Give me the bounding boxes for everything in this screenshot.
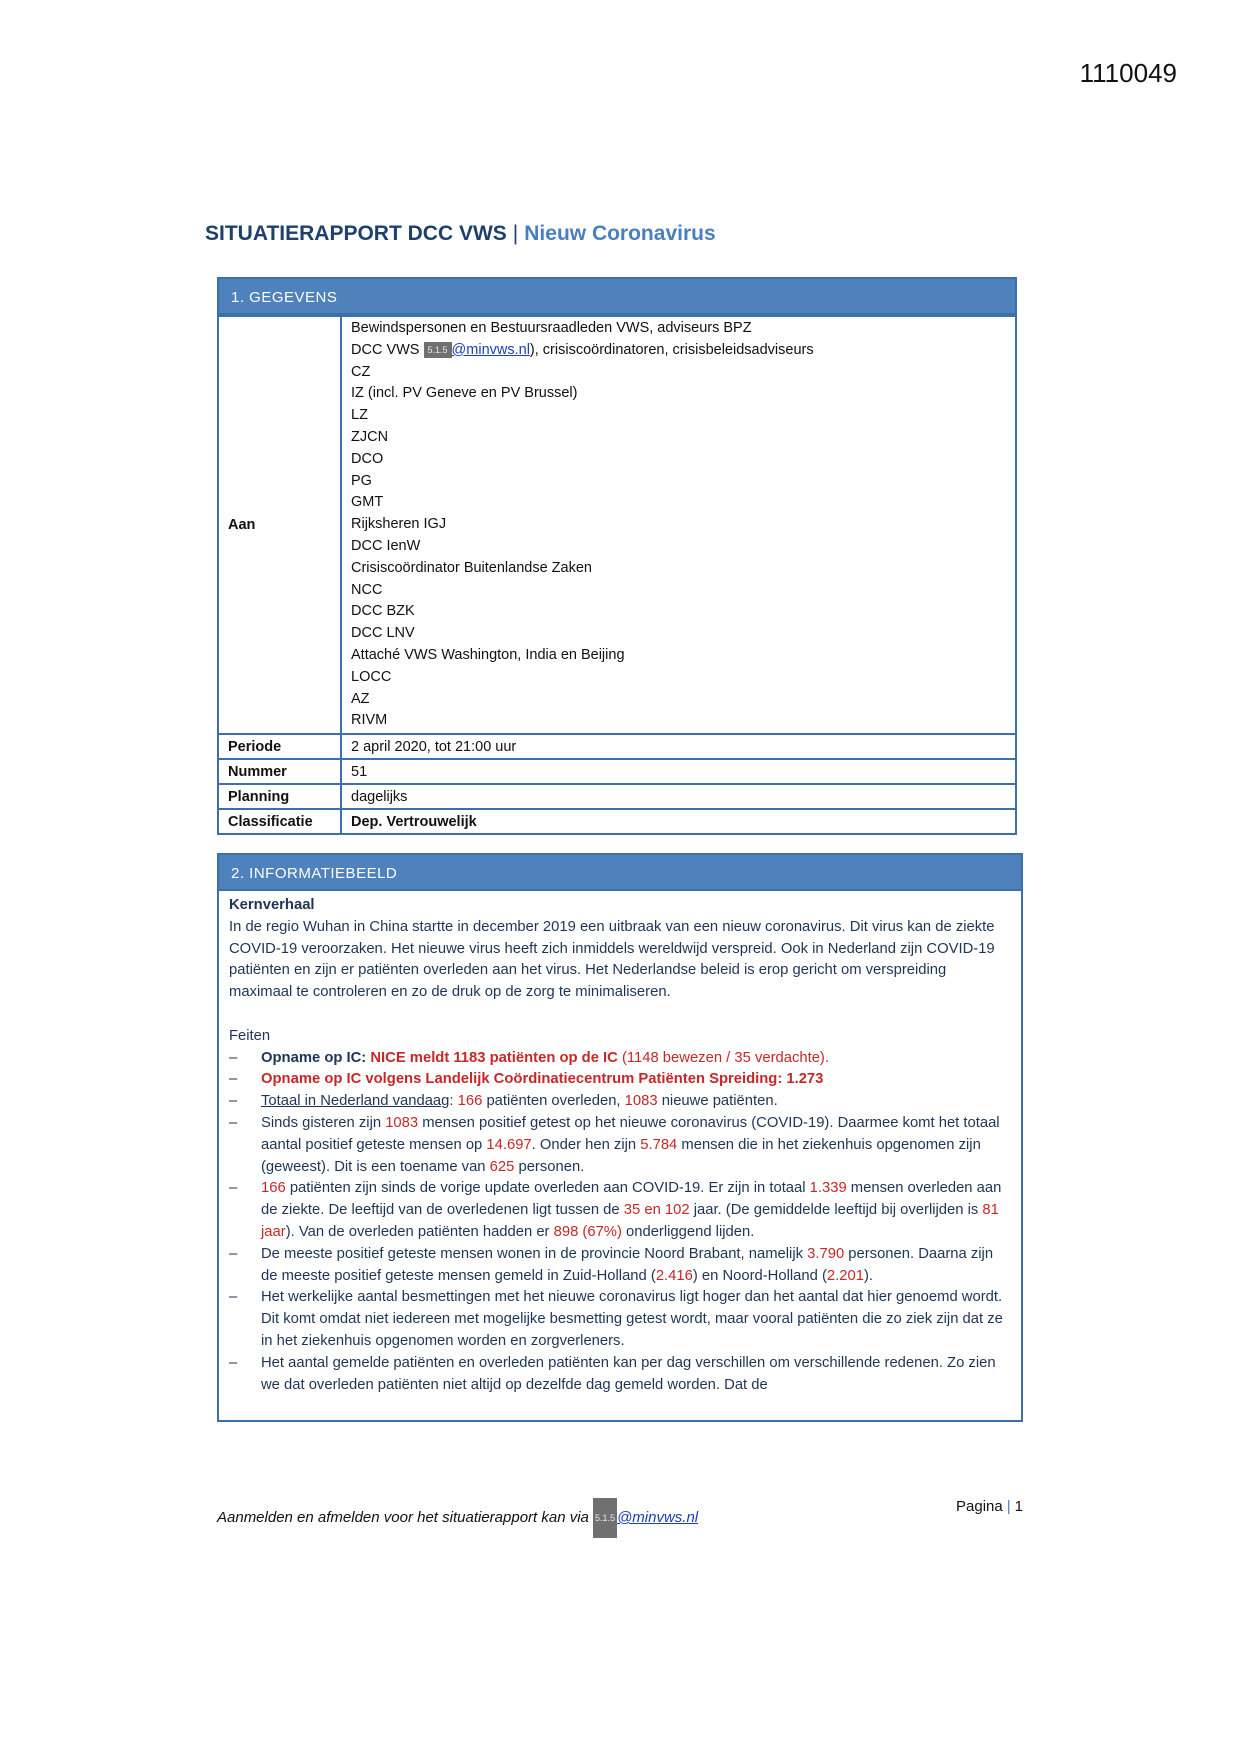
list-dash: – — [229, 1289, 238, 1306]
table-row — [218, 316, 1016, 734]
footer-subscribe — [217, 1498, 698, 1538]
fact-text: Sinds gisteren zijn — [261, 1114, 386, 1131]
fact-text: Het werkelijke aantal besmettingen met het nieuwe coronavirus ligt hoger dan het aantal dat hier genoemd wordt. Dit komt omdat niet iedereen met mogelijke besmetting getest wordt, maar vooral patiënten die zo ziek zijn dat ze in het ziekenhuis opgenomen worden en zorgverleners. — [261, 1289, 1003, 1349]
recipient-item-dcc — [351, 340, 1006, 362]
recipient-item: CZ — [351, 363, 371, 380]
document-id: 1110049 — [1079, 58, 1177, 88]
fact-text: ). — [863, 1267, 873, 1284]
informatiebeeld-body — [217, 891, 1023, 1422]
list-dash: – — [229, 1180, 238, 1197]
recipients-list — [341, 316, 1016, 734]
list-dash: – — [229, 1354, 238, 1371]
fact-number: 1083 — [624, 1093, 658, 1110]
redaction-box: 5.1.5 — [593, 1498, 617, 1538]
fact-text: ). Van de overleden patiënten hadden er — [285, 1223, 554, 1240]
page-number — [956, 1498, 1023, 1515]
fact-text: personen. — [514, 1158, 585, 1175]
fact-text: mensen overleden aan de ziekte. De leeftijd van de overledenen ligt tussen de — [261, 1180, 1002, 1219]
kernverhaal-heading: Kernverhaal — [229, 897, 315, 913]
list-item — [229, 1069, 1011, 1091]
recipient-item: RIVM — [351, 712, 388, 729]
recipient-item: DCO — [351, 450, 384, 467]
recipient-dcc-rest: ), crisiscoördinatoren, crisisbeleidsadviseurs — [529, 341, 814, 358]
recipient-item: AZ — [351, 690, 370, 707]
recipient-item: GMT — [351, 494, 384, 511]
feiten-heading: Feiten — [229, 1027, 271, 1044]
page-separator: | — [1006, 1498, 1011, 1515]
fact-number: 166 — [457, 1093, 483, 1110]
page-title — [205, 222, 716, 246]
fact-number: 625 — [489, 1158, 515, 1175]
list-item — [229, 1178, 1011, 1243]
fact-text: patiënten overleden, — [482, 1093, 625, 1110]
fact-text: mensen positief getest op het nieuwe coronavirus (COVID-19). Daarmee komt het totaal aantal positief geteste mensen op — [261, 1114, 1000, 1153]
list-dash: – — [229, 1071, 238, 1088]
fact-number: 2.201 — [826, 1267, 864, 1284]
periode-value: 2 april 2020, tot 21:00 uur — [341, 734, 1016, 759]
fact-number: 35 en 102 — [623, 1202, 690, 1219]
fact-text: nieuwe patiënten. — [657, 1093, 778, 1110]
recipient-item: LOCC — [351, 668, 392, 685]
section-informatiebeeld-heading: 2. INFORMATIEBEELD — [217, 853, 1023, 891]
list-dash: – — [229, 1093, 238, 1110]
section-gegevens — [217, 277, 1017, 835]
fact-highlight: Opname op IC volgens Landelijk Coördinatiecentrum Patiënten Spreiding: 1.273 — [261, 1071, 824, 1088]
fact-highlight: (1148 bewezen / 35 verdachte). — [617, 1049, 829, 1066]
fact-number: 81 jaar — [261, 1202, 999, 1240]
recipient-item: DCC BZK — [351, 603, 415, 620]
table-row — [218, 759, 1016, 784]
recipient-item: DCC LNV — [351, 625, 415, 642]
recipient-item: Rijksheren IGJ — [351, 516, 447, 533]
classificatie-label: Classificatie — [218, 809, 341, 834]
redaction-box: 5.1.5 — [424, 342, 452, 358]
fact-text: De meeste positief geteste mensen wonen in de provincie Noord Brabant, namelijk — [261, 1245, 808, 1262]
fact-number: 3.790 — [807, 1245, 845, 1262]
fact-number: 1.339 — [809, 1180, 847, 1197]
recipient-item: Bewindspersonen en Bestuursraadleden VWS, adviseurs BPZ — [351, 320, 752, 336]
list-dash: – — [229, 1049, 238, 1066]
fact-text: ) en Noord-Holland ( — [692, 1267, 827, 1284]
fact-text: : — [449, 1093, 458, 1110]
nummer-label: Nummer — [218, 759, 341, 784]
table-row — [218, 734, 1016, 759]
nummer-value: 51 — [341, 759, 1016, 784]
fact-text: Totaal in Nederland vandaag — [261, 1093, 450, 1110]
list-item — [229, 1113, 1011, 1178]
fact-text: Opname op IC: — [261, 1049, 371, 1066]
fact-text: Het aantal gemelde patiënten en overleden patiënten kan per dag verschillen om verschillende redenen. Zo zien we dat overleden patiënten niet altijd op dezelfde dag gemeld worden. Dat de — [261, 1354, 996, 1393]
fact-number: 166 — [261, 1180, 286, 1197]
fact-number: 898 (67%) — [553, 1223, 622, 1240]
recipient-item: Crisiscoördinator Buitenlandse Zaken — [351, 559, 592, 576]
list-item — [229, 1048, 1011, 1070]
email-link[interactable]: @minvws.nl — [451, 341, 530, 358]
facts-list — [229, 1048, 1011, 1397]
recipient-item: Attaché VWS Washington, India en Beijing — [351, 646, 625, 663]
recipient-dcc-label: DCC VWS — [351, 341, 420, 358]
fact-text: jaar. (De gemiddelde leeftijd bij overlijden is — [689, 1202, 983, 1219]
title-separator: | — [512, 222, 519, 245]
aan-label: Aan — [218, 316, 341, 734]
fact-text: . Onder hen zijn — [531, 1136, 641, 1153]
fact-text: personen. Daarna zijn de meeste positief geteste mensen gemeld in Zuid-Holland ( — [261, 1245, 994, 1284]
recipient-item: PG — [351, 472, 372, 489]
kernverhaal-text: In de regio Wuhan in China startte in december 2019 een uitbraak van een nieuw coronavirus. Dit virus kan de ziekte COVID-19 veroorzaken. Het nieuwe virus heeft zich inmiddels wereldwijd verspreid. Ook in Nederland zijn COVID-19 patiënten en zijn er patiënten overleden aan het virus. Het Nederlandse beleid is erop gericht om verspreiding maximaal te controleren en zo de druk op de zorg te minimaliseren. — [229, 918, 995, 1001]
title-sub: Nieuw Coronavirus — [524, 222, 716, 245]
fact-text: mensen die in het ziekenhuis opgenomen zijn (geweest). Dit is een toename van — [261, 1136, 981, 1175]
planning-value: dagelijks — [341, 784, 1016, 809]
section-gegevens-heading: 1. GEGEVENS — [217, 277, 1017, 315]
page-label: Pagina — [956, 1498, 1003, 1515]
recipient-item: LZ — [351, 407, 368, 424]
fact-text: patiënten zijn sinds de vorige update overleden aan COVID-19. Er zijn in totaal — [285, 1180, 810, 1197]
gegevens-table — [217, 315, 1017, 835]
recipient-item: NCC — [351, 581, 383, 598]
page-num: 1 — [1014, 1498, 1023, 1515]
fact-text: onderliggend lijden. — [621, 1223, 755, 1240]
list-item — [229, 1287, 1011, 1352]
classificatie-value: Dep. Vertrouwelijk — [341, 809, 1016, 834]
table-row — [218, 784, 1016, 809]
planning-label: Planning — [218, 784, 341, 809]
section-informatiebeeld — [217, 853, 1023, 1422]
fact-highlight: NICE meldt 1183 patiënten op de IC — [370, 1049, 618, 1066]
list-item — [229, 1091, 1011, 1113]
fact-number: 1083 — [385, 1114, 419, 1131]
table-row — [218, 809, 1016, 834]
footer-email-link[interactable]: @minvws.nl — [617, 1508, 699, 1526]
list-item — [229, 1244, 1011, 1288]
footer-text: Aanmelden en afmelden voor het situatierapport kan via — [217, 1508, 594, 1526]
fact-number: 5.784 — [640, 1136, 678, 1153]
periode-label: Periode — [218, 734, 341, 759]
fact-number: 14.697 — [486, 1136, 532, 1153]
recipient-item: IZ (incl. PV Geneve en PV Brussel) — [351, 385, 578, 402]
list-item — [229, 1353, 1011, 1397]
title-main: SITUATIERAPPORT DCC VWS — [205, 222, 507, 245]
fact-number: 2.416 — [655, 1267, 693, 1284]
list-dash: – — [229, 1245, 238, 1262]
recipient-item: DCC IenW — [351, 537, 421, 554]
recipient-item: ZJCN — [351, 428, 389, 445]
list-dash: – — [229, 1114, 238, 1131]
